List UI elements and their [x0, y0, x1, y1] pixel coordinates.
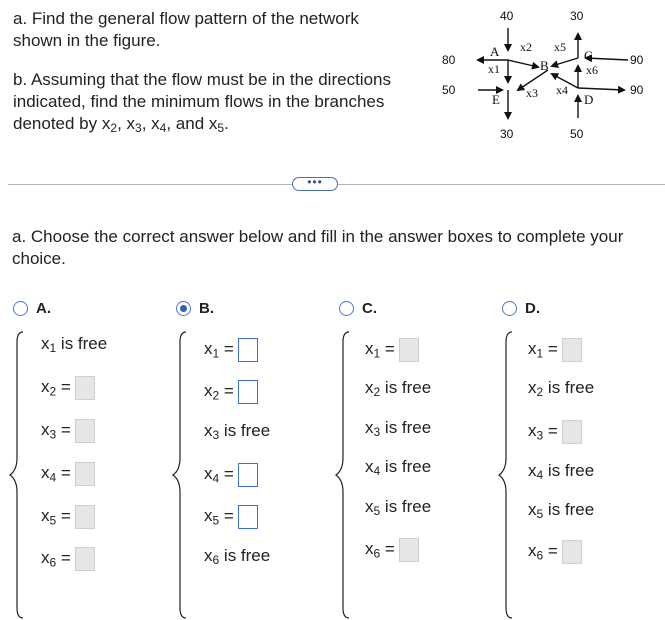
node-d: D	[584, 92, 594, 107]
var-x5-sub: 5	[217, 121, 225, 135]
choice-c-row-1-text: =	[384, 339, 395, 359]
choice-d-row-4	[528, 461, 594, 481]
choice-b-row-3	[204, 421, 270, 441]
choice-c-row-2-text: is free	[384, 378, 432, 397]
choice-a-row-5	[41, 505, 95, 529]
choice-b-row-5-text: =	[223, 506, 234, 526]
choice-d-row-5-text: is free	[547, 500, 595, 519]
choice-d-row-3-sub: 3	[536, 428, 544, 443]
choice-c-row-4	[365, 457, 431, 477]
edge-label-x4: x4	[556, 83, 568, 97]
more-button[interactable]: •••	[292, 177, 338, 191]
choice-b-radio[interactable]	[176, 301, 191, 316]
choice-c-x6-input[interactable]	[399, 538, 419, 562]
choice-d-x1-input[interactable]	[562, 338, 582, 362]
choice-c-row-3-var: x	[365, 418, 374, 437]
question-part-b-prefix: b. Assuming that the flow must be in the directions indicated, find the minimum flows in the branches denoted by	[13, 70, 391, 133]
question-part-b: b. Assuming that the flow must be in the directions indicated, find the minimum flows in the branches denoted by $x_2$, $x_3$, $x_4$, and $x_5$.	[13, 70, 391, 135]
choice-b-row-2-var: x	[204, 381, 213, 401]
choice-b-row-4-text: =	[223, 464, 234, 484]
choice-b-x4-input[interactable]	[238, 463, 258, 487]
choice-b-x2-input[interactable]	[238, 380, 258, 404]
choice-a-row-6-text: =	[60, 548, 71, 568]
choice-a-row-3-sub: 3	[49, 427, 57, 442]
choice-d-row-1	[528, 338, 582, 362]
choice-b-brace	[170, 330, 190, 620]
choice-b-row-5-sub: 5	[212, 513, 220, 528]
choice-d-row-1-sub: 1	[536, 346, 544, 361]
choice-d-row-6	[528, 540, 582, 564]
var-x3-sub: 3	[135, 121, 142, 135]
choice-d-row-4-text: is free	[547, 461, 595, 480]
edge-label-x6: x6	[586, 63, 598, 77]
choice-a-row-2-text: =	[60, 377, 71, 397]
choice-b-row-1	[204, 338, 258, 362]
choice-d-row-5-sub: 5	[536, 507, 544, 521]
choice-c-row-1-var: x	[365, 339, 374, 359]
choice-a-row-5-var: x	[41, 506, 50, 526]
choice-c-row-5-var: x	[365, 497, 374, 516]
choice-a-row-2	[41, 376, 95, 400]
edge-c-b	[552, 58, 578, 66]
network-figure	[440, 0, 660, 150]
choice-a-letter: A.	[36, 300, 51, 317]
choice-c-row-3-text: is free	[384, 418, 432, 437]
choice-b-row-6	[204, 546, 270, 566]
choice-d-row-5-var: x	[528, 500, 537, 519]
choice-d-row-5	[528, 500, 594, 520]
choice-c-row-6	[365, 538, 419, 562]
node-a: A	[490, 44, 500, 59]
var-x5: $x_5$	[208, 114, 225, 135]
choice-c-row-2-var: x	[365, 378, 374, 397]
var-x4: $x_4$	[151, 114, 167, 135]
flow-label-90-right-bottom: 90	[630, 83, 644, 97]
choice-c-row-6-text: =	[384, 539, 395, 559]
flow-label-30-top: 30	[570, 9, 584, 23]
choice-c-row-4-sub: 4	[373, 464, 381, 478]
flow-label-90-right-top: 90	[630, 53, 644, 67]
choice-d-row-4-var: x	[528, 461, 537, 480]
choice-a-brace	[7, 330, 27, 620]
choice-c-row-6-sub: 6	[373, 546, 381, 561]
node-e: E	[492, 92, 500, 107]
var-x2: $x_2$	[101, 114, 118, 135]
choice-a-row-3-var: x	[41, 420, 50, 440]
flow-label-80: 80	[442, 53, 456, 67]
edge-a-b	[508, 60, 538, 67]
choice-c-row-3	[365, 418, 431, 438]
choice-a-row-1-sub: 1	[49, 341, 57, 355]
choice-d-row-6-sub: 6	[536, 548, 544, 563]
choice-b-row-2-sub: 2	[212, 388, 220, 403]
choice-a-row-4-sub: 4	[49, 470, 57, 485]
choice-a-x6-input[interactable]	[75, 547, 95, 571]
choice-b-row-3-sub: 3	[212, 428, 220, 442]
choice-d-row-1-var: x	[528, 339, 537, 359]
choice-a-x5-input[interactable]	[75, 505, 95, 529]
flow-label-30-bottom: 30	[500, 127, 514, 141]
choice-c-row-3-sub: 3	[373, 425, 381, 439]
choice-d-radio[interactable]	[502, 301, 517, 316]
choice-a-row-6	[41, 547, 95, 571]
choice-b-row-1-var: x	[204, 339, 213, 359]
choice-c-row-5	[365, 497, 431, 517]
var-x3: $x_3$	[126, 114, 142, 135]
choice-a-row-1-text: is free	[60, 334, 108, 353]
var-x4-sub: 4	[159, 121, 167, 135]
choice-d-row-3-text: =	[547, 421, 558, 441]
choice-c-radio[interactable]	[339, 301, 354, 316]
choice-b-row-4	[204, 463, 258, 487]
choice-b-x1-input[interactable]	[238, 338, 258, 362]
choice-d-row-2-text: is free	[547, 378, 595, 397]
choice-b-row-1-text: =	[223, 339, 234, 359]
choice-b-row-6-text: is free	[223, 546, 271, 565]
choice-a-row-5-text: =	[60, 506, 71, 526]
choice-d-letter: D.	[525, 300, 540, 317]
choice-a-x3-input[interactable]	[75, 419, 95, 443]
choice-c-row-1	[365, 338, 419, 362]
choice-c-row-1-sub: 1	[373, 346, 381, 361]
choice-a-x2-input[interactable]	[75, 376, 95, 400]
choice-c-row-5-text: is free	[384, 497, 432, 516]
choice-d-brace	[496, 330, 516, 620]
choice-b-row-3-var: x	[204, 421, 213, 440]
choice-b-row-4-var: x	[204, 464, 213, 484]
var-x2-sub: 2	[110, 121, 118, 135]
flow-out-90-right	[578, 88, 624, 90]
choice-b-row-3-text: is free	[223, 421, 271, 440]
choice-d-x6-input[interactable]	[562, 540, 582, 564]
instruction-text: a. Choose the correct answer below and fill in the answer boxes to complete your choice.	[12, 227, 624, 268]
choice-a-row-1-var: x	[41, 334, 50, 353]
choice-a-row-4-text: =	[60, 463, 71, 483]
choice-c-row-6-var: x	[365, 539, 374, 559]
node-c: C	[584, 48, 593, 63]
choice-c-row-4-var: x	[365, 457, 374, 476]
choice-a-row-1	[41, 334, 107, 354]
choice-c-brace	[333, 330, 353, 620]
choice-d-row-1-text: =	[547, 339, 558, 359]
choice-c-row-5-sub: 5	[373, 504, 381, 518]
choice-b-row-4-sub: 4	[212, 471, 220, 486]
choice-c-row-2	[365, 378, 431, 398]
choice-b-x5-input[interactable]	[238, 505, 258, 529]
choice-a-row-4-var: x	[41, 463, 50, 483]
edge-label-x5: x5	[554, 40, 566, 54]
choice-b-row-5	[204, 505, 258, 529]
choice-a-row-2-var: x	[41, 377, 50, 397]
edge-label-x1: x1	[488, 62, 500, 76]
choice-c-letter: C.	[362, 300, 377, 317]
choice-b-row-1-sub: 1	[212, 346, 220, 361]
edge-label-x3: x3	[526, 86, 538, 100]
choice-a-row-3	[41, 419, 95, 443]
choice-c-row-2-sub: 2	[373, 385, 381, 399]
choice-d-row-2	[528, 378, 594, 398]
choice-d-row-6-text: =	[547, 541, 558, 561]
choice-d-row-3-var: x	[528, 421, 537, 441]
choice-d-row-2-var: x	[528, 378, 537, 397]
choice-d-row-4-sub: 4	[536, 468, 544, 482]
flow-label-50-bottom: 50	[570, 127, 584, 141]
question-part-a: a. Find the general flow pattern of the network shown in the figure.	[13, 9, 359, 50]
choice-b-row-5-var: x	[204, 506, 213, 526]
choice-b-row-6-var: x	[204, 546, 213, 565]
flow-label-40: 40	[500, 9, 514, 23]
choice-d-row-6-var: x	[528, 541, 537, 561]
choice-d-row-2-sub: 2	[536, 385, 544, 399]
choice-a-x4-input[interactable]	[75, 462, 95, 486]
choice-a-row-6-var: x	[41, 548, 50, 568]
choice-a-row-3-text: =	[60, 420, 71, 440]
flow-label-50-left: 50	[442, 83, 456, 97]
choice-d-x3-input[interactable]	[562, 420, 582, 444]
node-b: B	[540, 58, 549, 73]
choice-a-row-2-sub: 2	[49, 384, 57, 399]
choice-d-row-3	[528, 420, 582, 444]
choice-b-letter: B.	[199, 300, 214, 317]
edge-label-x2: x2	[520, 40, 532, 54]
choice-b-row-6-sub: 6	[212, 553, 220, 567]
choice-c-x1-input[interactable]	[399, 338, 419, 362]
choice-b-row-2	[204, 380, 258, 404]
choice-a-row-6-sub: 6	[49, 555, 57, 570]
choice-c-row-4-text: is free	[384, 457, 432, 476]
choice-a-row-4	[41, 462, 95, 486]
choice-a-row-5-sub: 5	[49, 513, 57, 528]
choice-b-row-2-text: =	[223, 381, 234, 401]
choice-a-radio[interactable]	[13, 301, 28, 316]
